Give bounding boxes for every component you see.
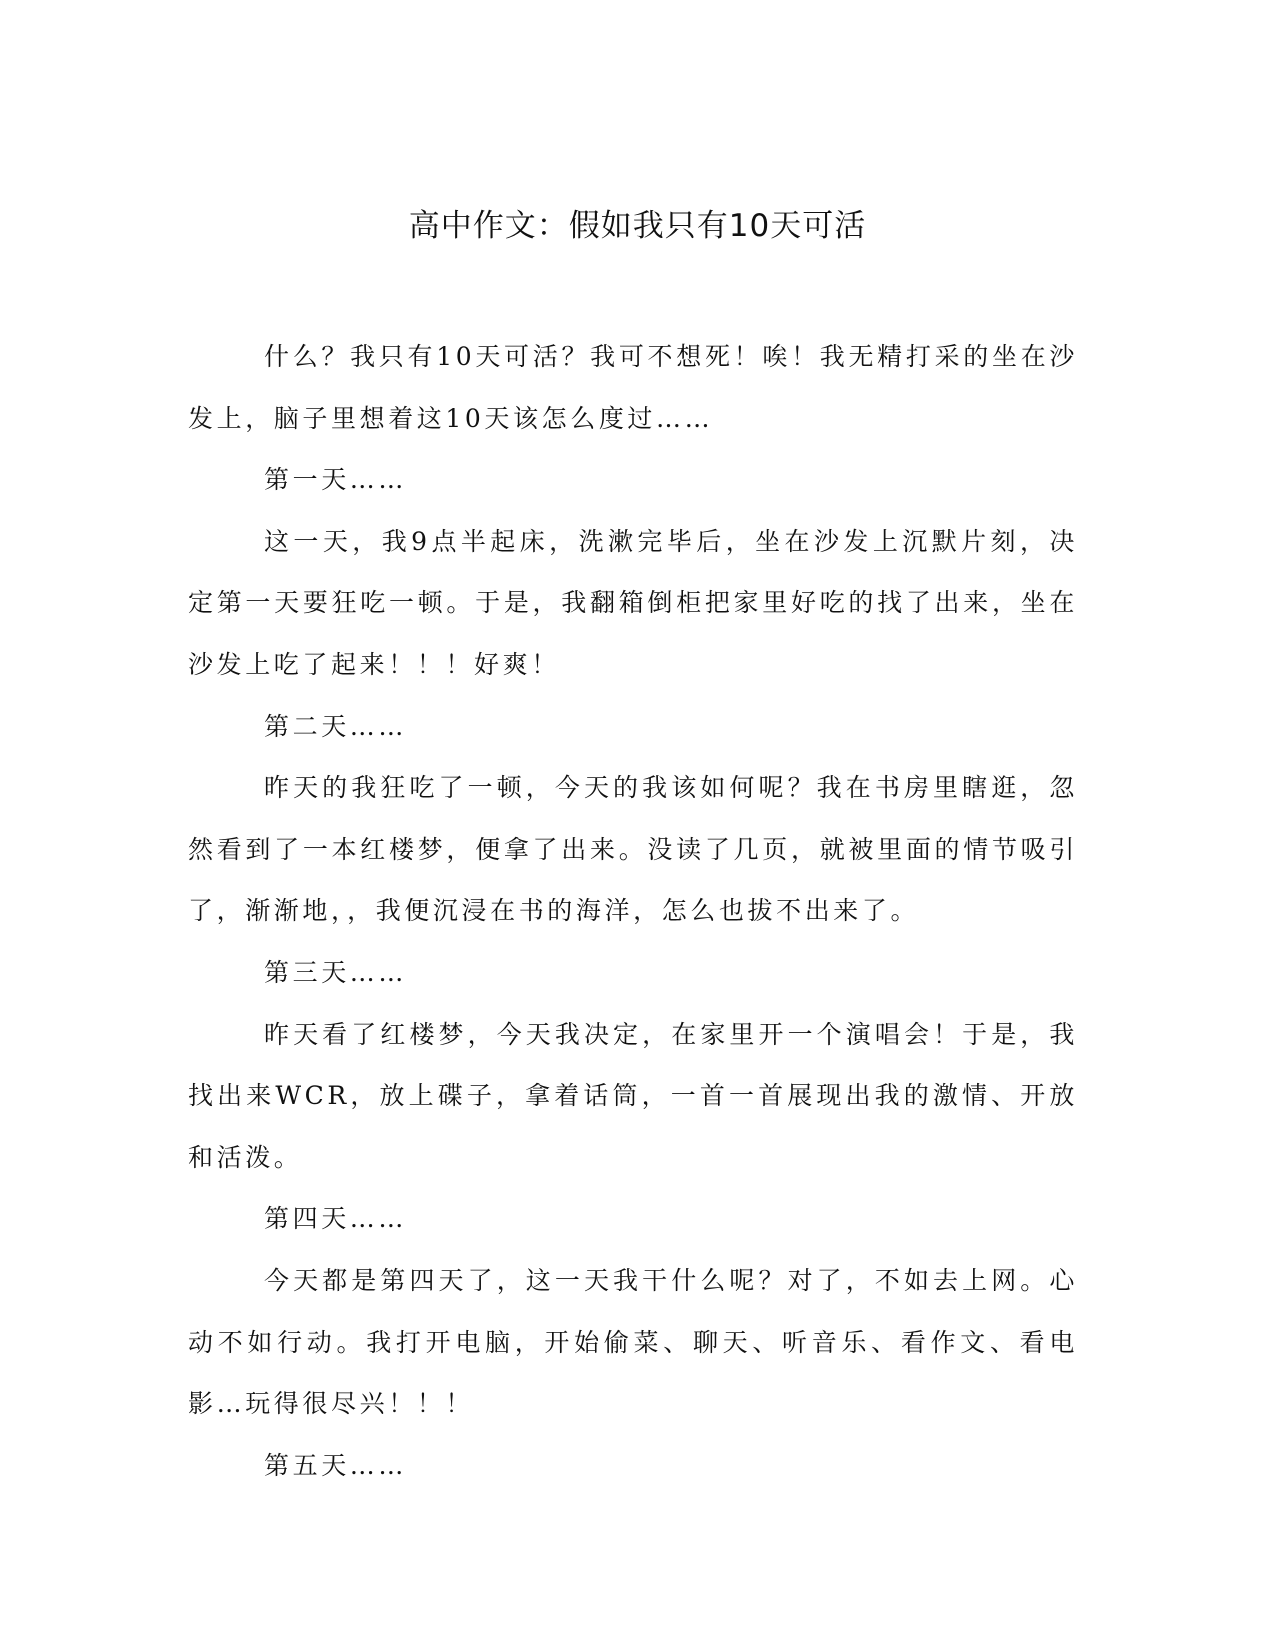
paragraph-day-1-heading: 第一天…… <box>264 465 408 495</box>
document-body <box>188 326 1078 1496</box>
paragraph-intro: 什么？我只有10天可活？我可不想死！唉！我无精打采的坐在沙发上，脑子里想着这10天该怎么度过…… <box>188 342 1078 433</box>
paragraph-day-2-text: 昨天的我狂吃了一顿，今天的我该如何呢？我在书房里瞎逛，忽然看到了一本红楼梦，便拿了出来。没读了几页，就被里面的情节吸引了，渐渐地，，我便沉浸在书的海洋，怎么也拔不出来了。 <box>188 773 1078 926</box>
paragraph-day-4-text: 今天都是第四天了，这一天我干什么呢？对了，不如去上网。心动不如行动。我打开电脑，开始偷菜、聊天、听音乐、看作文、看电影…玩得很尽兴！！！ <box>188 1265 1078 1419</box>
paragraph-day-3-heading: 第三天…… <box>264 957 408 987</box>
paragraph-day-5-heading: 第五天…… <box>264 1450 408 1480</box>
paragraph-day-3-text: 昨天看了红楼梦，今天我决定，在家里开一个演唱会！于是，我找出来WCR，放上碟子，拿着话筒，一首一首展现出我的激情、开放和活泼。 <box>188 1019 1078 1172</box>
paragraph-day-4-heading: 第四天…… <box>264 1204 408 1234</box>
document-title: 高中作文：假如我只有10天可活 <box>408 208 867 244</box>
paragraph-day-1-text: 这一天，我9点半起床，洗漱完毕后，坐在沙发上沉默片刻，决定第一天要狂吃一顿。于是，我翻箱倒柜把家里好吃的找了出来，坐在沙发上吃了起来！！！好爽！ <box>188 526 1078 679</box>
paragraph-day-2-heading: 第二天…… <box>264 711 408 741</box>
